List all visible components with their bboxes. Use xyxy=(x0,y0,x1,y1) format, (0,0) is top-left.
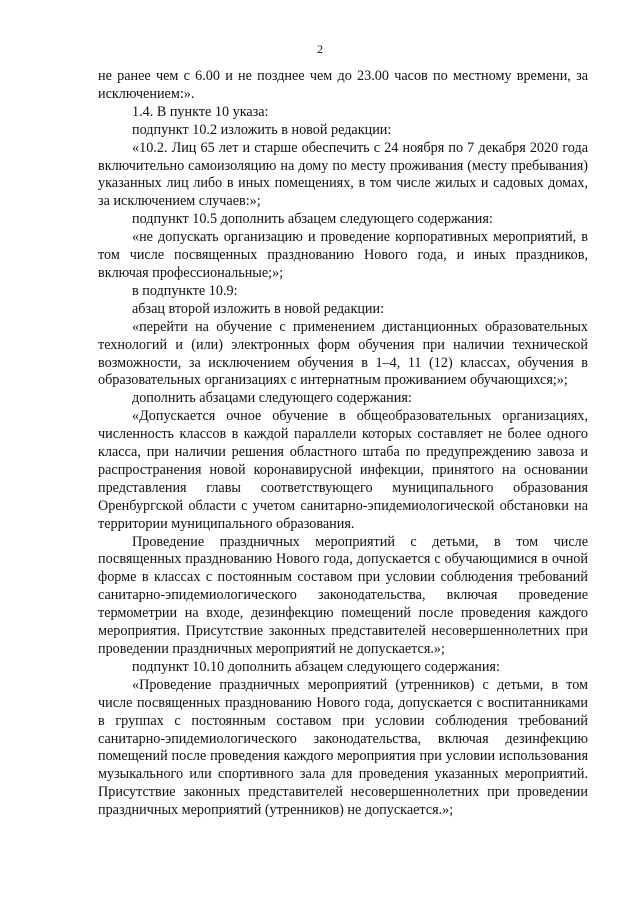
paragraph: «Допускается очное обучение в общеобразовательных организациях, численность классов в каждой параллели которых составляет не более одного класса, при наличии решения областного штаба по предупреждению завоза и распространения новой коронавирусной инфекции, принятого на основании представления главы соответствующего муниципального образования Оренбургской области с учетом санитарно-эпидемиологической обстановки на территории муниципального образования. xyxy=(98,408,588,532)
paragraph: «10.2. Лиц 65 лет и старше обеспечить с 24 ноября по 7 декабря 2020 года включительно самоизоляцию на дому по месту проживания (месту пребывания) указанных лиц либо в иных помещениях, в том числе жилых и садовых домах, за исключением случаев:»; xyxy=(98,139,588,210)
paragraph: «перейти на обучение с применением дистанционных образовательных технологий и (или) электронных форм обучения при наличии технической возможности, за исключением обучения в 1–4, 11 (12) классах, обучения в образовательных организациях с интернатным проживанием обучающихся;»; xyxy=(98,318,588,389)
paragraph: «не допускать организацию и проведение корпоративных мероприятий, в том числе посвященных празднованию Нового года, и иных праздников, включая профессиональные;»; xyxy=(98,229,588,281)
paragraph: в подпункте 10.9: xyxy=(132,282,238,299)
document-body xyxy=(98,68,588,820)
paragraph: абзац второй изложить в новой редакции: xyxy=(132,300,385,317)
paragraph: не ранее чем с 6.00 и не позднее чем до 23.00 часов по местному времени, за исключением:». xyxy=(98,68,588,102)
paragraph: «Проведение праздничных мероприятий (утренников) с детьми, в том числе посвященных празднованию Нового года, допускается с воспитанниками в группах с постоянным составом при условии соблюдения требований санитарно-эпидемиологического законодательства, включая дезинфекцию помещений после проведения каждого мероприятия при условии использования музыкального или спортивного зала для проведения указанных мероприятий. Присутствие законных представителей несовершеннолетних при проведении праздничных мероприятий (утренников) не допускается.»; xyxy=(98,676,588,819)
paragraph: 1.4. В пункте 10 указа: xyxy=(132,103,269,120)
paragraph: подпункт 10.2 изложить в новой редакции: xyxy=(132,121,392,138)
page-number: 2 xyxy=(317,42,323,56)
paragraph: подпункт 10.5 дополнить абзацем следующего содержания: xyxy=(132,211,493,228)
paragraph: подпункт 10.10 дополнить абзацем следующего содержания: xyxy=(132,658,500,675)
paragraph: дополнить абзацами следующего содержания: xyxy=(132,390,412,407)
paragraph: Проведение праздничных мероприятий с детьми, в том числе посвященных празднованию Нового года, допускается с обучающимися в очной форме в классах с постоянным составом при условии соблюдения требований санитарно-эпидемиологического законодательства, включая проведение термометрии на входе, дезинфекцию помещений после проведения каждого мероприятия. Присутствие законных представителей несовершеннолетних при проведении праздничных мероприятий не допускается.»; xyxy=(98,533,588,657)
